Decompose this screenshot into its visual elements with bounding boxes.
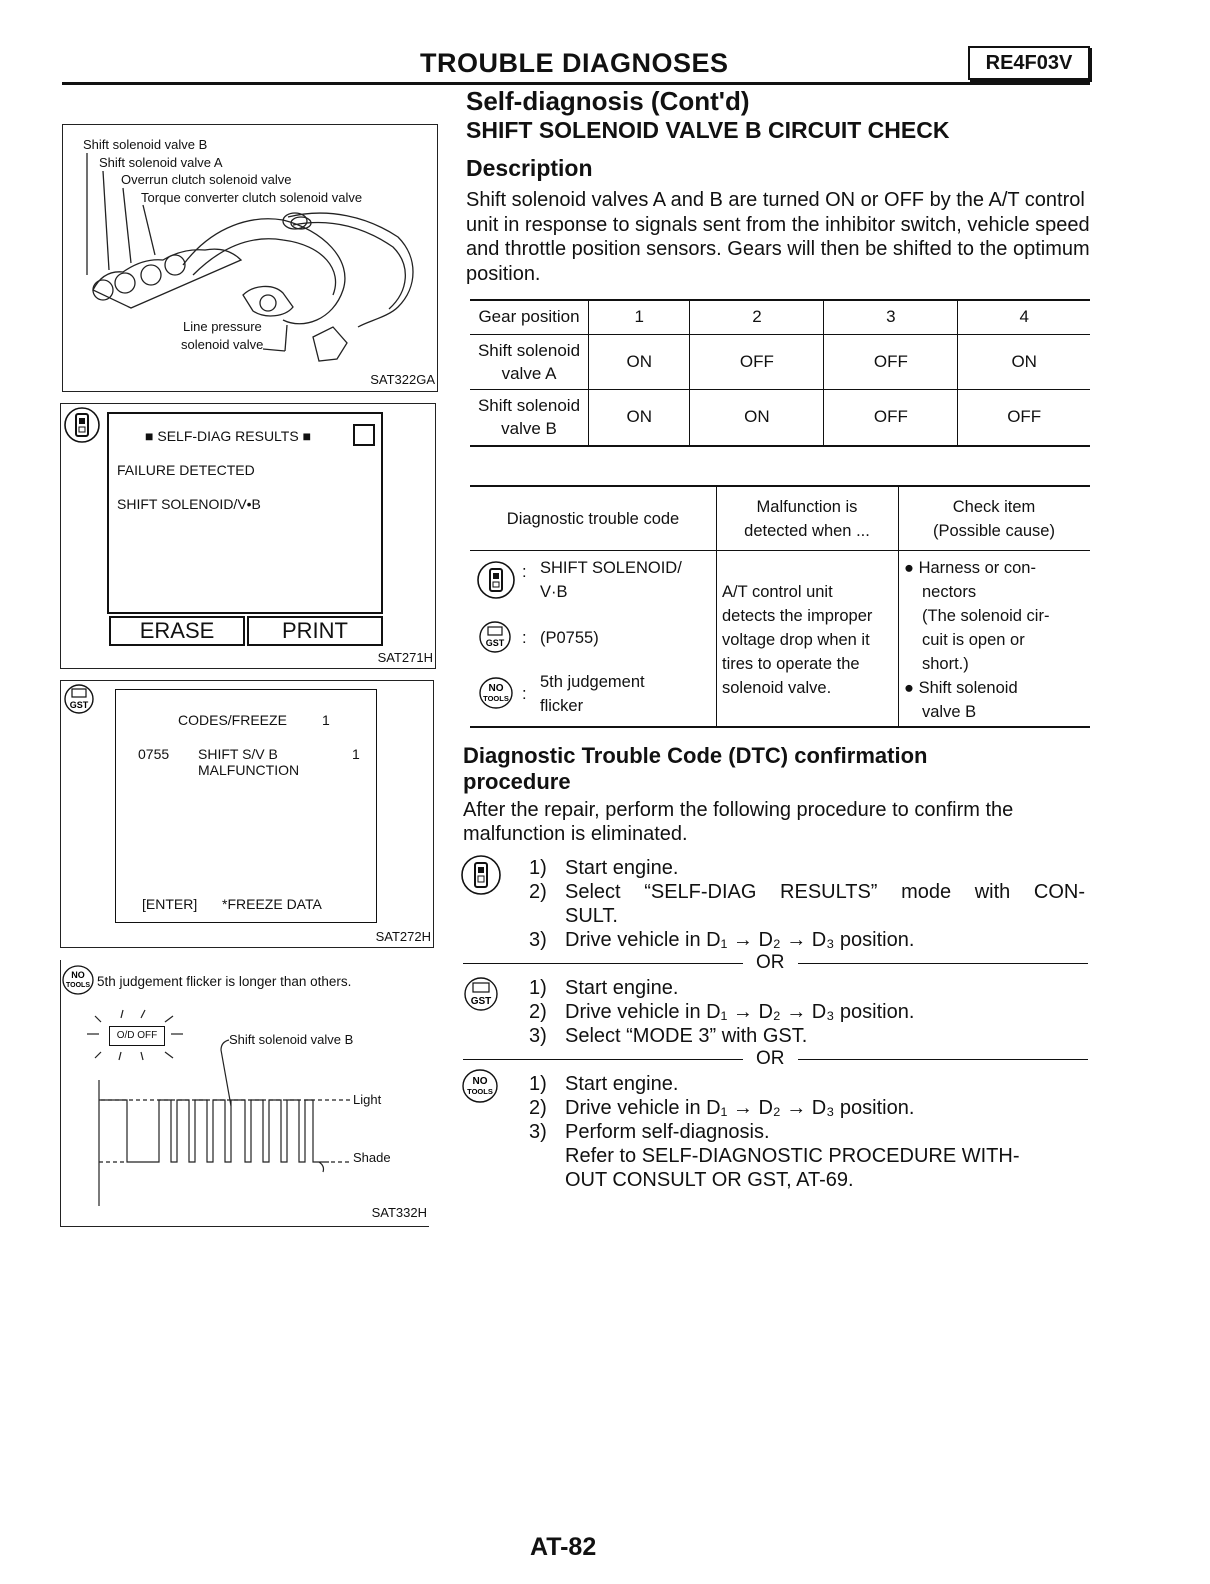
step-number: 1) (529, 977, 547, 999)
table-cell (470, 389, 589, 446)
table-cell: OFF (958, 389, 1090, 446)
screen-title-num: 1 (322, 712, 330, 728)
gst-icon (478, 620, 512, 654)
model-code-badge: RE4F03V (968, 46, 1090, 80)
step-text: Start engine. (565, 857, 679, 879)
screen-checkbox (353, 424, 375, 446)
dtc-table-header-rule (470, 550, 1090, 551)
table-row (470, 389, 1090, 446)
dtc-table-top-rule (470, 485, 1090, 487)
figure-ref: SAT272H (375, 929, 431, 944)
malfunction-line: A/T control unit (722, 583, 833, 601)
or-divider-line (463, 963, 743, 964)
step-text: Drive vehicle in D₁ → D₂ → D₃ position. (565, 1097, 915, 1119)
step-number: 3) (529, 1121, 547, 1143)
gst-icon-text: GST (69, 700, 89, 710)
page-header-title: TROUBLE DIAGNOSES (420, 48, 729, 78)
code-line: SHIFT SOLENOID/ (540, 559, 682, 577)
section-title: Self-diagnosis (Cont'd) (466, 86, 750, 116)
step-number: 3) (529, 929, 547, 951)
fig-label: solenoid valve (181, 337, 264, 352)
table-row (470, 300, 1090, 334)
dtc-header-check-item (898, 495, 1090, 543)
heading-line: procedure (463, 769, 571, 794)
dtc-procedure-intro: After the repair, perform the following procedure to confirm the malfunction is eliminated. (463, 799, 1014, 845)
step-number: 2) (529, 881, 547, 903)
dtc-header-malfunction (716, 495, 898, 543)
valve-label: Shift solenoid valve B (229, 1032, 354, 1047)
bullet-icon: ● (904, 559, 914, 577)
malfunction-line: detects the improper (722, 607, 873, 625)
consult-screen (107, 412, 383, 614)
table-cell: ON (589, 334, 690, 389)
fig-label: Shift solenoid valve A (99, 155, 223, 170)
row-label-line: valve A (501, 363, 557, 383)
solenoid-assembly-drawing (63, 125, 437, 391)
step-text: Drive vehicle in D₁ → D₂ → D₃ position. (565, 929, 915, 951)
print-button: PRINT (247, 616, 383, 646)
no-tools-text: NO (71, 970, 85, 980)
step-text-continued: Refer to SELF-DIAGNOSTIC PROCEDURE WITH- (565, 1145, 1020, 1167)
header-line: detected when ... (744, 522, 870, 540)
check-line: nectors (922, 583, 977, 601)
dtc-code-no-tools (540, 670, 645, 718)
code-line: flicker (540, 697, 584, 715)
no-tools-text: NO (488, 683, 504, 694)
malfunction-text (722, 580, 898, 700)
step-number: 3) (529, 1025, 547, 1047)
fig-label: Line pressure (183, 319, 262, 334)
dtc-procedure-heading (463, 743, 927, 795)
row-label-line: Shift solenoid (477, 340, 581, 360)
row-label-line: Shift solenoid (477, 396, 581, 416)
or-divider-line (463, 1059, 743, 1060)
or-label: OR (756, 952, 785, 973)
check-items (904, 556, 1090, 724)
colon: : (522, 685, 527, 703)
step-text: Select “SELF-DIAG RESULTS” mode with CON- (565, 881, 1085, 903)
header-line: Check item (952, 498, 1036, 516)
check-line: (The solenoid cir- (922, 607, 1050, 625)
table-cell: 4 (958, 300, 1090, 334)
screen-title (145, 428, 311, 444)
desc-line: MALFUNCTION (198, 762, 300, 778)
check-item (904, 676, 1090, 700)
consult-icon (63, 406, 101, 444)
check-line: valve B (922, 703, 977, 721)
table-cell: OFF (824, 389, 958, 446)
shade-label: Shade (353, 1150, 391, 1165)
consult-icon (460, 854, 502, 896)
step-text: Drive vehicle in D₁ → D₂ → D₃ position. (565, 1001, 915, 1023)
light-label: Light (353, 1092, 382, 1107)
step-text-continued: SULT. (565, 905, 618, 927)
screen-line: SHIFT SOLENOID/V•B (117, 496, 261, 512)
check-line: short.) (922, 655, 969, 673)
section-subtitle: SHIFT SOLENOID VALVE B CIRCUIT CHECK (466, 117, 950, 143)
gst-icon (463, 976, 499, 1012)
table-cell: Gear position (470, 300, 589, 334)
page-number: AT-82 (530, 1533, 597, 1561)
no-tools-text: TOOLS (483, 694, 509, 703)
header-line: (Possible cause) (933, 522, 1055, 540)
heading-line: Diagnostic Trouble Code (DTC) confirmation (463, 743, 928, 768)
figure-ref: SAT271H (377, 650, 433, 665)
flicker-note: 5th judgement flicker is longer than others. (97, 974, 352, 989)
code-line: V·B (540, 583, 568, 601)
step-text: Select “MODE 3” with GST. (565, 1025, 808, 1047)
header-line: Malfunction is (756, 498, 858, 516)
table-cell: OFF (824, 334, 958, 389)
dtc-code-consult (540, 556, 682, 604)
gst-icon-text: GST (470, 996, 492, 1007)
header-rule (62, 82, 1090, 85)
freeze-data-label: *FREEZE DATA (222, 896, 322, 912)
step-text: Perform self-diagnosis. (565, 1121, 770, 1143)
gear-position-table (470, 299, 1090, 447)
screen-title: CODES/FREEZE (178, 712, 287, 728)
malfunction-line: solenoid valve. (722, 679, 832, 697)
step-text: Start engine. (565, 977, 679, 999)
fig-label: Shift solenoid valve B (83, 137, 208, 152)
figure-solenoid-assembly (62, 124, 438, 392)
description-heading: Description (466, 155, 593, 181)
colon: : (522, 563, 527, 581)
table-cell: ON (589, 389, 690, 446)
step-number: 1) (529, 857, 547, 879)
dtc-description (198, 746, 299, 778)
gst-screen (115, 689, 377, 923)
dtc-code-value: 0755 (138, 746, 170, 762)
fig-label: Overrun clutch solenoid valve (121, 172, 292, 187)
table-cell: OFF (690, 334, 824, 389)
check-line: cuit is open or (922, 631, 1025, 649)
check-line: Shift solenoid (918, 679, 1018, 697)
figure-ref: SAT322GA (370, 372, 435, 387)
or-divider-line (798, 963, 1088, 964)
figure-self-diag-results (60, 403, 436, 669)
consult-icon (476, 560, 516, 600)
colon: : (522, 629, 527, 647)
dtc-header-code: Diagnostic trouble code (506, 510, 680, 528)
malfunction-line: voltage drop when it (722, 631, 870, 649)
or-label: OR (756, 1048, 785, 1069)
step-text: Start engine. (565, 1073, 679, 1095)
or-divider-line (798, 1059, 1088, 1060)
no-tools-text: TOOLS (66, 982, 90, 989)
bullet-icon: ● (904, 679, 914, 697)
dtc-count: 1 (352, 746, 360, 762)
figure-codes-freeze (60, 680, 434, 948)
check-item (904, 556, 1090, 580)
table-cell: ON (958, 334, 1090, 389)
screen-title-text: SELF-DIAG RESULTS (157, 428, 299, 444)
figure-ref: SAT332H (371, 1205, 427, 1220)
desc-line: SHIFT S/V B (198, 746, 278, 762)
od-off-lamp: O/D OFF (109, 1026, 165, 1046)
step-number: 2) (529, 1097, 547, 1119)
table-row (470, 334, 1090, 389)
fig-label: Torque converter clutch solenoid valve (141, 190, 363, 205)
table-cell: 3 (824, 300, 958, 334)
table-cell: 2 (690, 300, 824, 334)
screen-line: FAILURE DETECTED (117, 462, 255, 478)
erase-button: ERASE (109, 616, 245, 646)
step-text-continued: OUT CONSULT OR GST, AT-69. (565, 1169, 854, 1191)
dtc-table-bottom-rule (470, 726, 1090, 728)
row-label-line: valve B (501, 419, 557, 439)
code-line: 5th judgement (540, 673, 645, 691)
gst-icon (63, 683, 95, 715)
filled-square-icon: ■ (302, 428, 312, 444)
figure-flicker (60, 960, 429, 1227)
table-cell (470, 334, 589, 389)
table-cell: 1 (589, 300, 690, 334)
check-line: Harness or con- (918, 559, 1036, 577)
enter-key-label: [ENTER] (142, 896, 198, 912)
filled-square-icon: ■ (145, 428, 154, 444)
dtc-code-gst: (P0755) (540, 629, 599, 647)
description-text: Shift solenoid valves A and B are turned ON or OFF by the A/T control unit in response to signals sent from the inhibitor switch, vehicle speed and throttle position sensors. Gears will then be shifted to the optimum position. (466, 189, 1090, 285)
no-tools-icon (461, 1068, 499, 1104)
no-tools-text: NO (472, 1076, 488, 1087)
flicker-waveform (61, 960, 429, 1226)
step-number: 2) (529, 1001, 547, 1023)
no-tools-text: TOOLS (467, 1087, 493, 1096)
malfunction-line: tires to operate the (722, 655, 860, 673)
table-cell: ON (690, 389, 824, 446)
no-tools-icon (478, 676, 514, 710)
gst-icon-text: GST (485, 638, 505, 648)
step-number: 1) (529, 1073, 547, 1095)
